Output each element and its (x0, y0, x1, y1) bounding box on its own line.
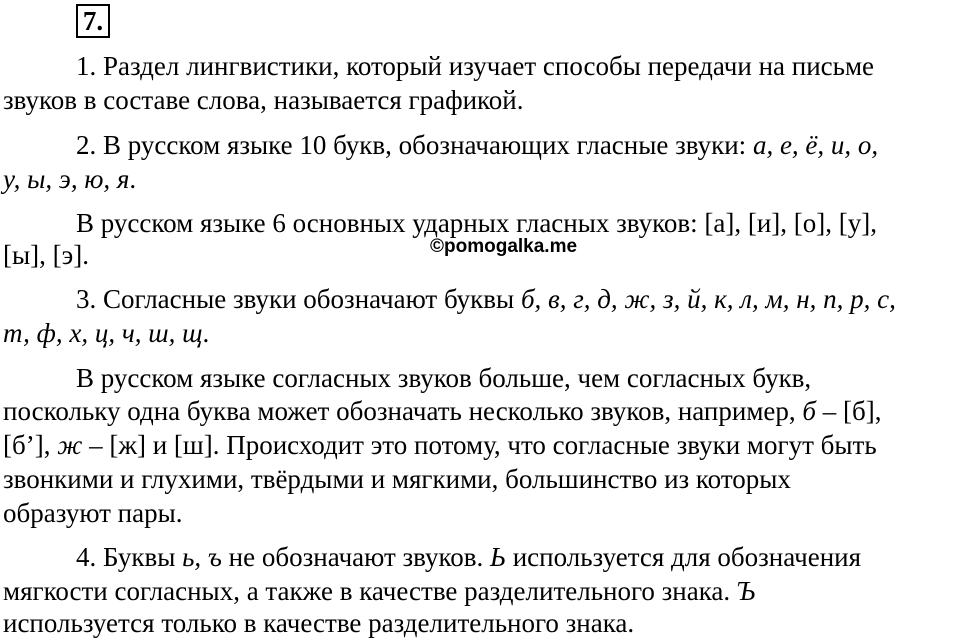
text-span: . (202, 318, 210, 348)
text-span: 2. В русском языке 10 букв, обозначающих гласные звуки: (76, 130, 753, 160)
text-line-14 (76, 542, 861, 572)
task-number-box: 7. (76, 4, 110, 38)
consonant-letters: б, в, г, д, ж, з, й, к, л, м, н, п, р, с, (520, 284, 896, 314)
text-line-9: В русском языке согласных звуков больше, чем согласных букв, (76, 363, 812, 393)
text-line-16: используется только в качестве разделительного знака. (3, 608, 635, 638)
consonant-letters: т, ф, х, ц, ч, ш, щ (3, 318, 203, 348)
text-line-2: звуков в составе слова, называется графикой. (3, 85, 524, 115)
letter-italic: ж (57, 430, 83, 460)
text-span: . (129, 164, 137, 194)
text-line-10 (3, 396, 881, 426)
vowel-letters: у, ы, э, ю, я (3, 164, 130, 194)
text-line-13: образуют пары. (3, 498, 183, 528)
text-line-4 (3, 164, 136, 194)
text-span: – [б], (815, 396, 882, 426)
text-line-1: 1. Раздел лингвистики, который изучает способы передачи на письме (76, 51, 875, 81)
text-line-15 (3, 576, 755, 606)
text-line-5: В русском языке 6 основных ударных гласных звуков: [а], [и], [о], [у], (76, 208, 877, 238)
letter-italic: б (802, 396, 816, 426)
text-span: 3. Согласные звуки обозначают буквы (76, 284, 521, 314)
text-span: не обозначают звуков. (221, 542, 491, 572)
text-span: поскольку одна буква может обозначать несколько звуков, например, (3, 396, 803, 426)
text-line-11 (3, 430, 877, 460)
letter-italic: Ъ (736, 576, 756, 606)
text-line-3 (76, 130, 878, 160)
vowel-letters: а, е, ё, и, о, (752, 130, 879, 160)
letter-italic: Ь (490, 542, 506, 572)
text-span: – [ж] и [ш]. Происходит это потому, что согласные звуки могут быть (82, 430, 877, 460)
text-span: [б’], (3, 430, 58, 460)
text-span: мягкости согласных, а также в качестве разделительного знака. (3, 576, 737, 606)
text-span: используется для обозначения (505, 542, 862, 572)
text-line-6: [ы], [э]. (3, 240, 89, 270)
text-line-7 (76, 284, 896, 314)
watermark: ©pomogalka.me (430, 236, 578, 257)
text-span: 4. Буквы (76, 542, 183, 572)
letter-italic: ь, ъ (182, 542, 222, 572)
text-line-12: звонкими и глухими, твёрдыми и мягкими, большинство из которых (3, 464, 791, 494)
text-line-8 (3, 318, 209, 348)
